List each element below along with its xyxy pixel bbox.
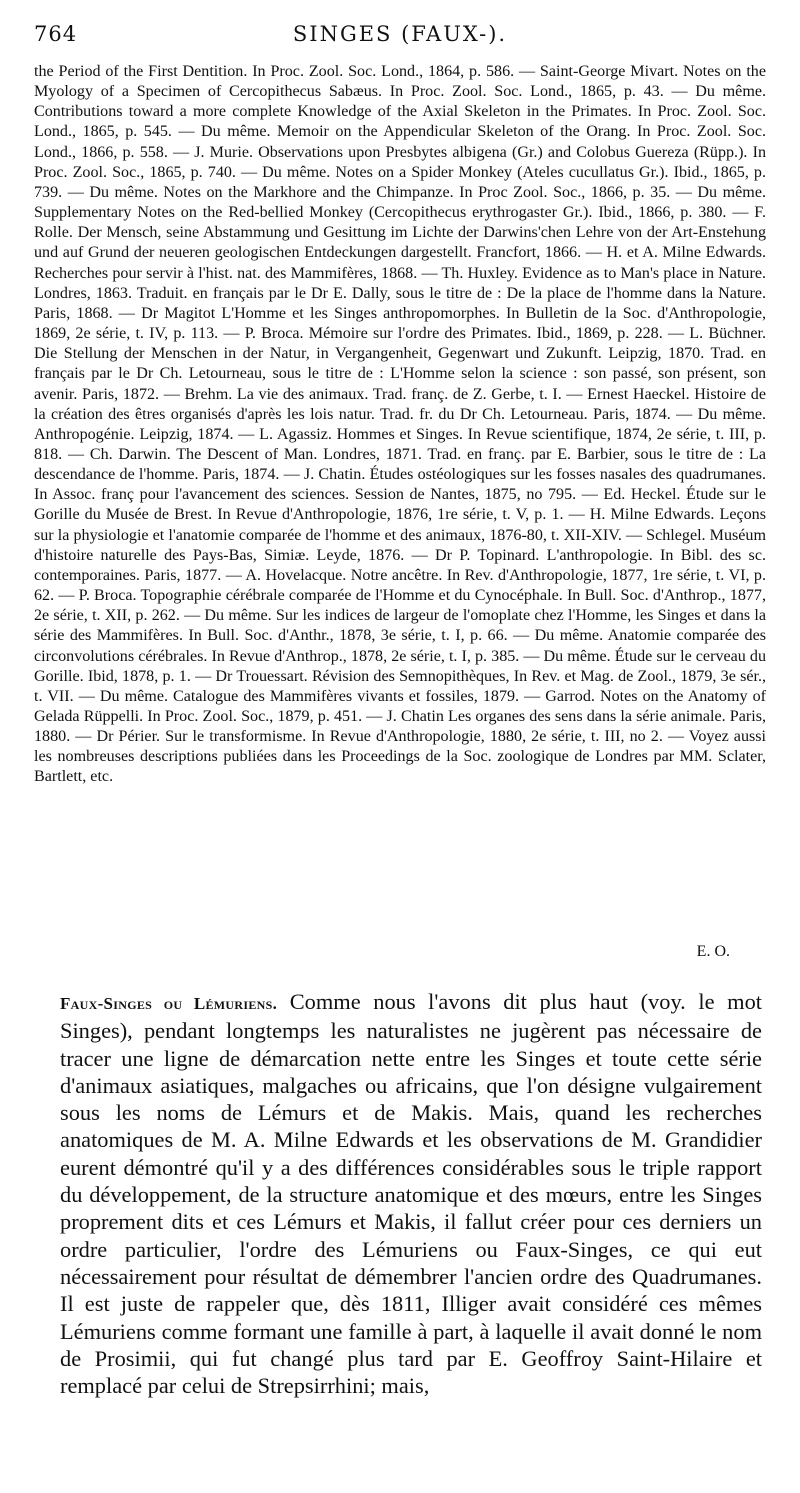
article-text: Comme nous l'avons dit plus haut (voy. le mot Singes), pendant longtemps les naturalistes ne jugèrent pas nécessaire de tracer une ligne de démarcation nette entre les Singes et toute cette série d'animaux asiatiques, malgaches ou africains, que l'on désigne vulgairement sous les noms de Lémurs et de Makis. Mais, quand les recherches anatomiques de M. A. Milne Edwards et les observations de M. Grandidier eurent démontré qu'il y a des différences considérables sous le triple rapport du développement, de la structure anatomique et des mœurs, entre les Singes proprement dits et ces Lémurs et Makis, il fallut créer pour ces derniers un ordre particulier, l'ordre des Lémuriens ou Faux-Singes, ce qui eut nécessairement pour résultat de démembrer l'ancien ordre des Quadrumanes. Il est juste de rappeler que, dès 1811, Illiger avait considéré ces mêmes Lémuriens comme formant une famille à part, à laquelle il avait donné le nom de Prosimii, qui fut changé plus tard par E. Geoffroy Saint-Hilaire et remplacé par celui de Strepsirrhini; mais, <box>60 989 762 1399</box>
article-heading: Faux-Singes ou Lémuriens. <box>60 994 278 1013</box>
bibliography-text: the Period of the First Dentition. In Proc. Zool. Soc. Lond., 1864, p. 586. — Saint-George Mivart. Notes on the Myology of a Specimen of Cercopithecus Sabæus. In Proc. Zool. Soc. Lond., 1865, p. 43. — Du même. Contributions toward a more complete Knowledge of the Axial Skeleton in the Primates. In Proc. Zool. Soc. Lond., 1865, p. 545. — Du même. Memoir on the Appendicular Skeleton of the Orang. In Proc. Zool. Soc. Lond., 1866, p. 558. — J. Murie. Observations upon Presbytes albigena (Gr.) and Colobus Guereza (Rüpp.). In Proc. Zool. Soc., 1865, p. 740. — Du même. Notes on a Spider Monkey (Ateles cucullatus Gr.). Ibid., 1865, p. 739. — Du même. Notes on the Markhore and the Chimpanze. In Proc Zool. Soc., 1866, p. 35. — Du même. Supplementary Notes on the Red-bellied Monkey (Cercopithecus erythrogaster Gr.). Ibid., 1866, p. 380. — F. Rolle. Der Mensch, seine Abstammung und Gesittung im Lichte der Darwins'chen Lehre von der Art-Enstehung und auf Grund der neueren geologischen Entdeckungen dargestellt. Francfort, 1866. — H. et A. Milne Edwards. Recherches pour servir à l'hist. nat. des Mammifères, 1868. — Th. Huxley. Evidence as to Man's place in Nature. Londres, 1863. Traduit. en français par le Dr E. Dally, sous le titre de : De la place de l'homme dans la Nature. Paris, 1868. — Dr Magitot L'Homme et les Singes anthropomorphes. In Bulletin de la Soc. d'Anthropologie, 1869, 2e série, t. IV, p. 113. — P. Broca. Mémoire sur l'ordre des Primates. Ibid., 1869, p. 228. — L. Büchner. Die Stellung der Menschen in der Natur, in Vergangenheit, Gegenwart und Zukunft. Leipzig, 1870. Trad. en français par le Dr Ch. Letourneau, sous le titre de : L'Homme selon la science : son passé, son présent, son avenir. Paris, 1872. — Brehm. La vie des animaux. Trad. franç. de Z. Gerbe, t. I. — Ernest Haeckel. Histoire de la création des êtres organisés d'après les lois natur. Trad. fr. du Dr Ch. Letourneau. Paris, 1874. — Du même. Anthropogénie. Leipzig, 1874. — L. Agassiz. Hommes et Singes. In Revue scientifique, 1874, 2e série, t. III, p. 818. — Ch. Darwin. The Descent of Man. Londres, 1871. Trad. en franç. par E. Barbier, sous le titre de : La descendance de l'homme. Paris, 1874. — J. Chatin. Études ostéologiques sur les fosses nasales des quadrumanes. In Assoc. franç pour l'avancement des sciences. Session de Nantes, 1875, no 795. — Ed. Heckel. Étude sur le Gorille du Musée de Brest. In Revue d'Anthropologie, 1876, 1re série, t. V, p. 1. — H. Milne Edwards. Leçons sur la physiologie et l'anatomie comparée de l'homme et des animaux, 1876-80, t. XII-XIV. — Schlegel. Muséum d'histoire naturelle des Pays-Bas, Simiæ. Leyde, 1876. — Dr P. Topinard. L'anthropologie. In Bibl. des sc. contemporaines. Paris, 1877. — A. Hovelacque. Notre ancêtre. In Rev. d'Anthropologie, 1877, 1re série, t. VI, p. 62. — P. Broca. Topographie cérébrale comparée de l'Homme et du Cynocéphale. In Bull. Soc. d'Anthrop., 1877, 2e série, t. XII, p. 262. — Du même. Sur les indices de largeur de l'omoplate chez l'Homme, les Singes et dans la série des Mammifères. In Bull. Soc. d'Anthr., 1878, 3e série, t. I, p. 66. — Du même. Anatomie comparée des circonvolutions cérébrales. In Revue d'Anthrop., 1878, 2e série, t. I, p. 385. — Du même. Étude sur le cerveau du Gorille. Ibid, 1878, p. 1. — Dr Trouessart. Révision des Semnopithèques, In Rev. et Mag. de Zool., 1879, 3e sér., t. VII. — Du même. Catalogue des Mammifères vivants et fossiles, 1879. — Garrod. Notes on the Anatomy of Gelada Rüppelli. In Proc. Zool. Soc., 1879, p. 451. — J. Chatin Les organes des sens dans la série animale. Paris, 1880. — Dr Périer. Sur le transformisme. In Revue d'Anthropologie, 1880, 2e série, t. III, no 2. — Voyez aussi les nombreuses descriptions publiées dans les Proceedings de la Soc. zoologique de Londres par MM. Sclater, Bartlett, etc. <box>34 63 766 786</box>
bibliography-block <box>34 62 766 788</box>
article-section <box>60 988 762 1399</box>
running-title: SINGES (FAUX-). <box>292 22 508 46</box>
page-number: 764 <box>34 22 78 46</box>
article-paragraph <box>60 988 762 1399</box>
page-header <box>34 22 766 56</box>
author-signature: E. O. <box>696 943 730 960</box>
